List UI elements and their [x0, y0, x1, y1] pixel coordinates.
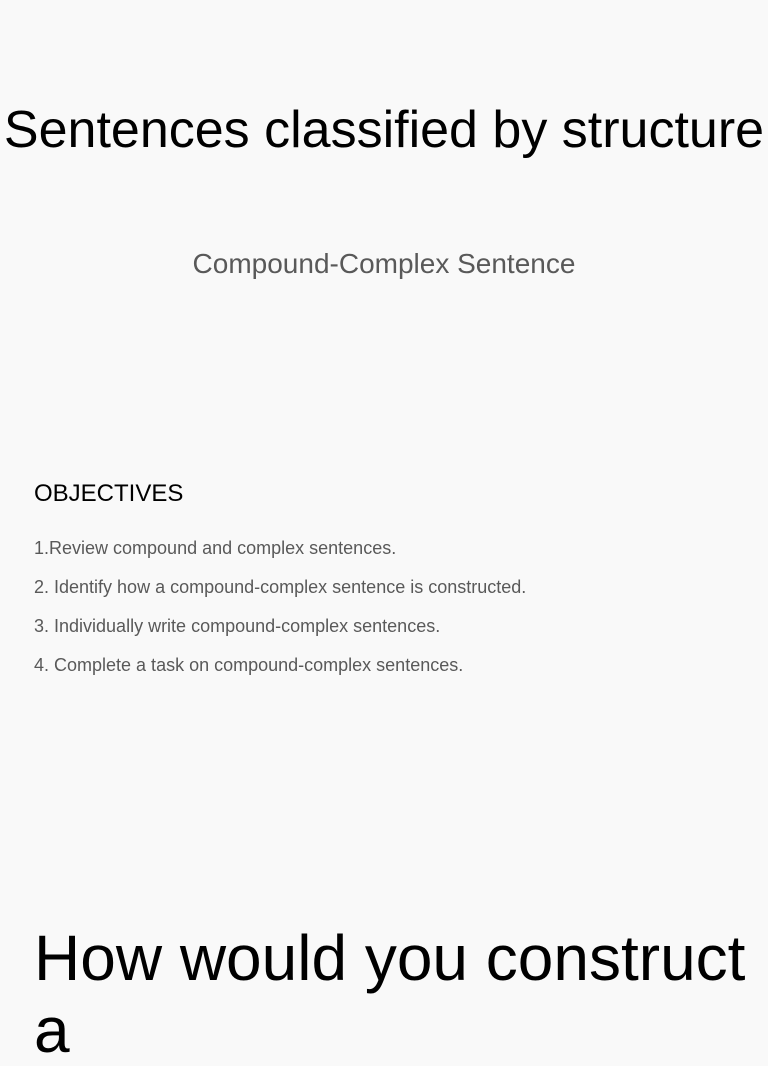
slide-subtitle: Compound-Complex Sentence [192, 248, 576, 279]
objectives-heading: OBJECTIVES [34, 480, 184, 507]
objective-item: 2. Identify how a compound-complex sentence is constructed. [34, 577, 527, 597]
question-heading: How would you construct a [34, 922, 746, 1066]
slide-title: Sentences classified by structure [3, 101, 765, 159]
objective-item: 1.Review compound and complex sentences. [34, 538, 397, 558]
objective-item: 4. Complete a task on compound-complex sentences. [34, 655, 464, 675]
objective-item: 3. Individually write compound-complex sentences. [34, 616, 441, 636]
